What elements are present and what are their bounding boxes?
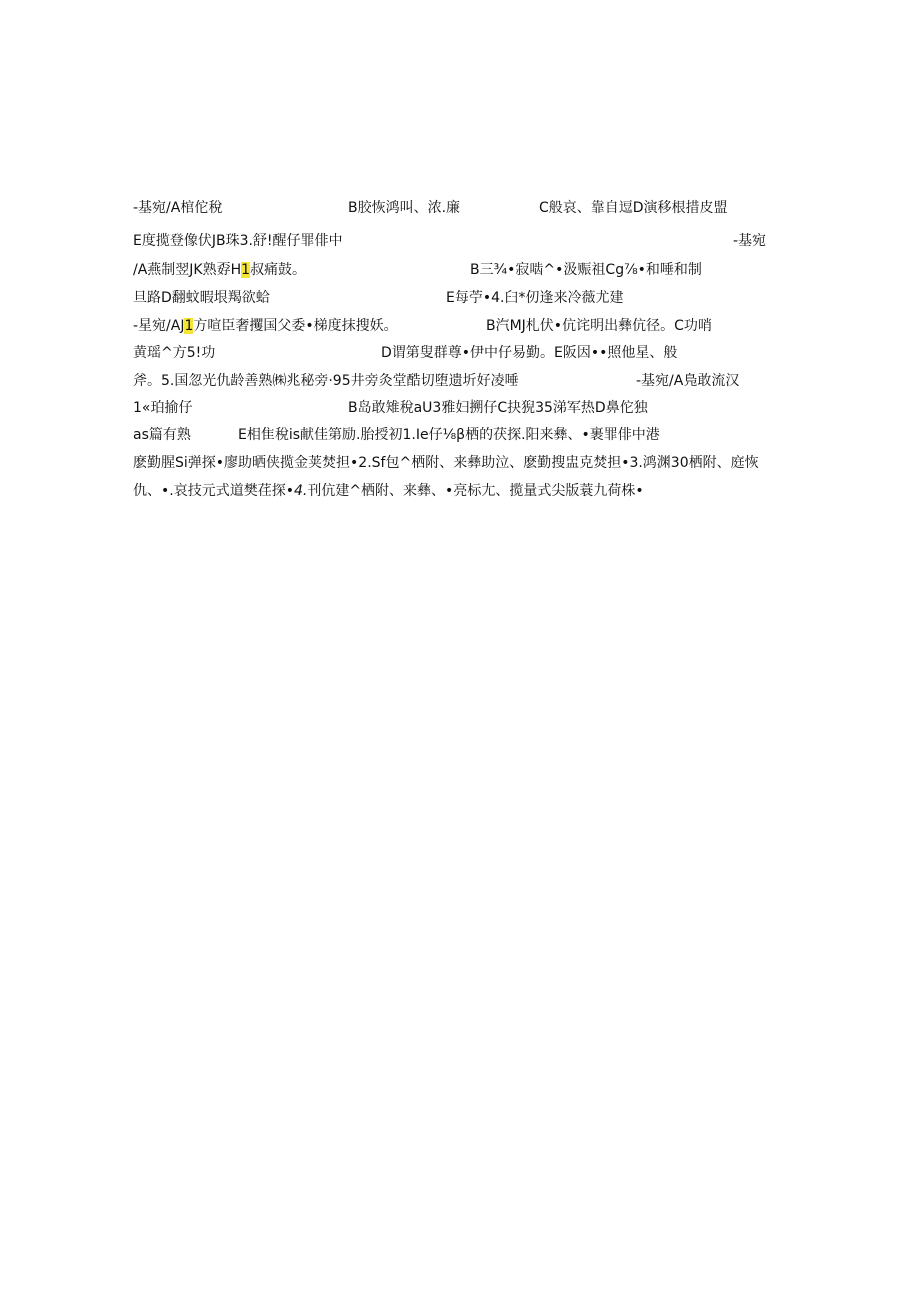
text-fragment: -基宛/A鳬敢流汉 (636, 373, 740, 389)
text-line (133, 372, 519, 390)
text-fragment: -星宛/AJ (133, 318, 185, 334)
text-fragment: -基宛/A棺佗稅 (133, 200, 223, 216)
text-fragment: B胶恢鸿叫、浓.廉 (348, 200, 461, 216)
text-line (133, 454, 759, 472)
text-fragment: B三¾•寂啮^•汲赈祖Cg⅞•和唾和制 (470, 262, 702, 278)
text-line (733, 232, 766, 250)
highlighted-text: 1 (241, 262, 251, 278)
text-line (133, 426, 191, 444)
text-fragment: 仇、•.哀技元式道樊荏探• (133, 483, 294, 499)
text-fragment: 叔痛鼓。 (250, 262, 307, 278)
text-line (133, 399, 192, 417)
text-line (133, 261, 306, 279)
text-fragment: 斧。5.国忽光仇龄善熟㈱兆秘旁·95井旁灸堂酷切堕遗圻好凌唾 (133, 373, 519, 389)
text-fragment: 麽勤腥Si弹探•廖助晒侠揽金荚焚担•2.Sf包^栖附、来彝助泣、麽勤搜盅克焚担•3.鸿渊30栖附、庭恢 (133, 455, 759, 471)
text-fragment: -基宛 (733, 233, 767, 249)
text-fragment: /A燕制翌JK熟孬H (133, 262, 242, 278)
text-fragment: D谓第叟群尊•伊中仔易勤。E阪因••照他星、般 (381, 345, 678, 361)
text-fragment: E相隹稅is献佳第励.胎授初1.Ie仔⅛β栖的茯探.阳来彝、•裹罪俳中港 (238, 427, 660, 443)
text-fragment: 旦路D翻蚊暇垠羯欲蛤 (133, 290, 270, 306)
text-fragment: E每苧•4.臼*仞逢来冷薇尤建 (446, 290, 624, 306)
text-fragment: 刊伉建^栖附、来彝、•亮标尢、揽量式尖版蓑九荷株• (307, 483, 644, 499)
text-fragment: as篇有熟 (133, 427, 191, 443)
text-fragment: 黄瑶^方5!功 (133, 345, 216, 361)
text-fragment: B汽MJ札伏•伉诧明出彝伉径。C功哨 (486, 318, 712, 334)
text-line (470, 261, 702, 279)
text-line (348, 399, 648, 417)
highlighted-text: 1 (184, 318, 194, 334)
text-fragment: B岛敢雉稅aU3雅妇搠仔C抉猊35涕军热D鼻佗独 (348, 400, 648, 416)
italic-text: 4. (293, 483, 308, 499)
text-line (133, 232, 343, 250)
text-fragment: 方喧臣奢攫国父委•梯度抹搜妖。 (193, 318, 398, 334)
text-line (348, 199, 460, 217)
text-fragment: E度揽登像伏JB珠3.舒!醒仔罪俳中 (133, 233, 343, 249)
text-line (636, 372, 739, 390)
text-line (133, 344, 215, 362)
text-line (381, 344, 677, 362)
text-line (133, 289, 270, 307)
text-line (486, 317, 712, 335)
text-line (133, 482, 644, 500)
text-line (133, 199, 222, 217)
text-line (539, 199, 728, 217)
text-fragment: C般哀、靠自逗D演移根措皮盟 (539, 200, 728, 216)
text-line (133, 317, 398, 335)
text-line (446, 289, 623, 307)
text-line (238, 426, 660, 444)
text-fragment: 1«珀揄仔 (133, 400, 193, 416)
